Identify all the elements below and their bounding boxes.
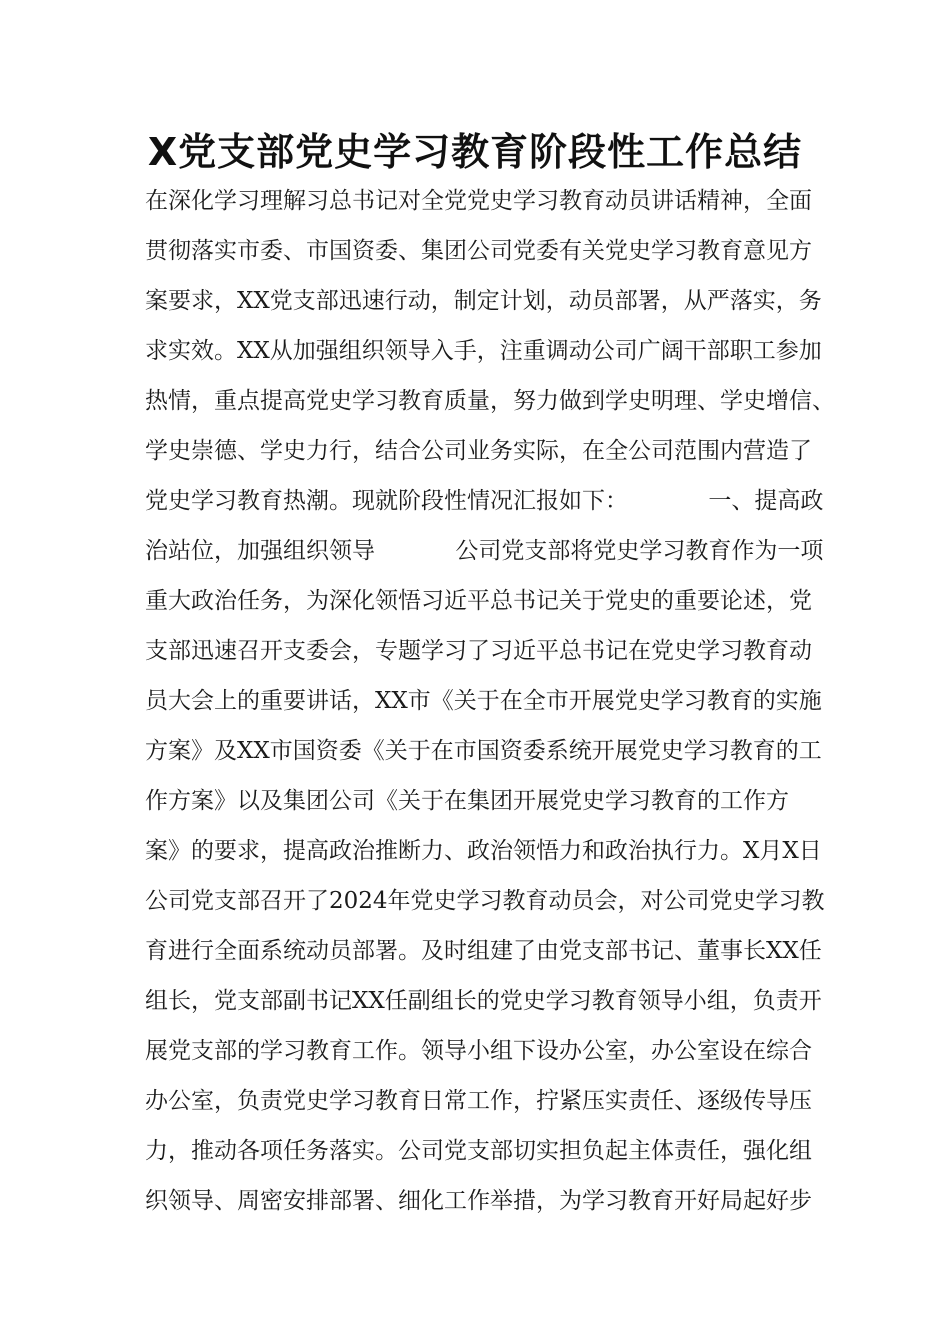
body-line: 公司党支部召开了2024年党史学习教育动员会，对公司党史学习教 <box>145 888 825 914</box>
body-line: 在深化学习理解习总书记对全党党史学习教育动员讲话精神，全面 <box>145 188 812 214</box>
body-line: 热情，重点提高党史学习教育质量，努力做到学史明理、学史增信、 <box>145 388 835 414</box>
body-line: 求实效。XX从加强组织领导入手，注重调动公司广阔干部职工参加 <box>145 338 822 364</box>
body-line: 办公室，负责党史学习教育日常工作，拧紧压实责任、逐级传导压 <box>145 1088 812 1114</box>
body-line: 组长，党支部副书记XX任副组长的党史学习教育领导小组，负责开 <box>145 988 822 1014</box>
body-line: 织领导、周密安排部署、细化工作举措，为学习教育开好局起好步 <box>145 1188 812 1214</box>
body-line: 案》的要求，提高政治推断力、政治领悟力和政治执行力。X月X日 <box>145 838 822 864</box>
body-line: 支部迅速召开支委会，专题学习了习近平总书记在党史学习教育动 <box>145 638 812 664</box>
body-line: 方案》及XX市国资委《关于在市国资委系统开展党史学习教育的工 <box>145 738 822 764</box>
body-line: 党史学习教育热潮。现就阶段性情况汇报如下： 一、提高政 <box>145 488 824 514</box>
document-title: X党支部党史学习教育阶段性工作总结 <box>147 130 803 174</box>
body-line: 贯彻落实市委、市国资委、集团公司党委有关党史学习教育意见方 <box>145 238 812 264</box>
body-line: 案要求，XX党支部迅速行动，制定计划，动员部署，从严落实，务 <box>145 288 822 314</box>
body-line: 力，推动各项任务落实。公司党支部切实担负起主体责任，强化组 <box>145 1138 812 1164</box>
body-line: 员大会上的重要讲话，XX市《关于在全市开展党史学习教育的实施 <box>145 688 822 714</box>
document-body <box>145 176 835 1226</box>
body-line: 重大政治任务，为深化领悟习近平总书记关于党史的重要论述，党 <box>145 588 812 614</box>
body-line: 展党支部的学习教育工作。领导小组下设办公室，办公室设在综合 <box>145 1038 812 1064</box>
body-line: 学史崇德、学史力行，结合公司业务实际，在全公司范围内营造了 <box>145 438 812 464</box>
body-line: 治站位，加强组织领导 公司党支部将党史学习教育作为一项 <box>145 538 824 564</box>
body-line: 育进行全面系统动员部署。及时组建了由党支部书记、董事长XX任 <box>145 938 822 964</box>
body-line: 作方案》以及集团公司《关于在集团开展党史学习教育的工作方 <box>145 788 789 814</box>
